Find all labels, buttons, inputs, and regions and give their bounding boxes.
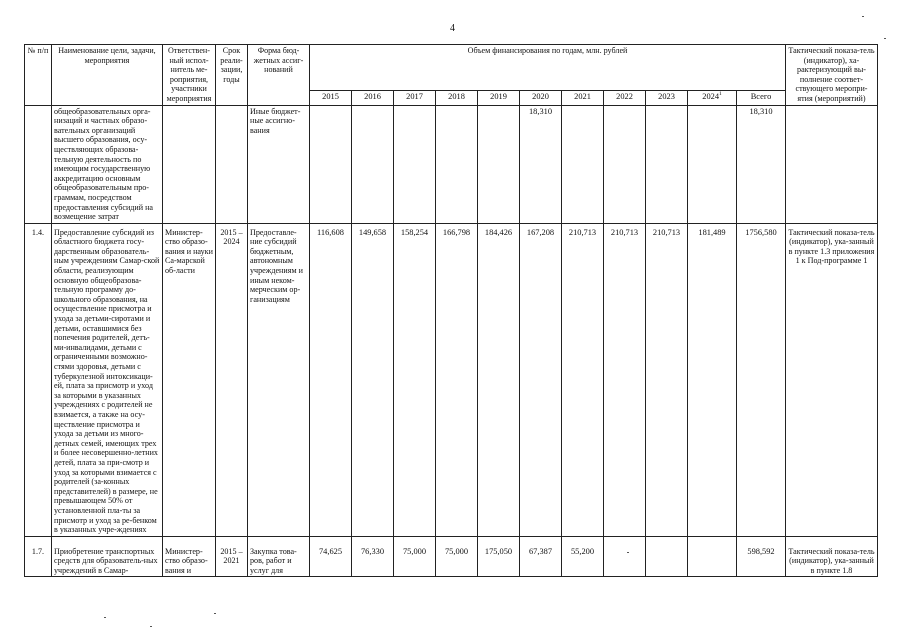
scan-speck xyxy=(150,626,152,627)
footnote-marker: 1 xyxy=(719,90,722,97)
value-2018 xyxy=(436,105,478,223)
value-2020: 67,387 xyxy=(520,536,562,577)
row-name: Приобретение транспортных средств для образователь-ных учреждений в Самар- xyxy=(52,536,163,577)
value-2024: 181,489 xyxy=(688,223,737,536)
header-year-2017: 2017 xyxy=(394,90,436,105)
header-financing: Объем финансирования по годам, млн. рублей xyxy=(310,45,786,91)
row-name: общеобразовательных орга-низаций и частных образо-вательных организаций высшего образования, осу-ществляющих образова-тельную деятельность по имеющим государственную аккредитацию основным общеобразовательным про-граммам, посредством предоставления субсидий на возмещение затрат xyxy=(52,105,163,223)
value-2021: 55,200 xyxy=(562,536,604,577)
row-form: Иные бюджет-ные ассигно-вания xyxy=(248,105,310,223)
table-header xyxy=(25,45,878,106)
row-indicator xyxy=(786,105,878,223)
value-2022 xyxy=(604,536,646,577)
header-indicator: Тактический показа-тель (индикатор), ха-рактеризующий вы-полнение соответ-ствующего меропри-ятия (мероприятий) xyxy=(786,45,878,106)
value-2018: 75,000 xyxy=(436,536,478,577)
row-form: Закупка това-ров, работ и услуг для xyxy=(248,536,310,577)
value-2024 xyxy=(688,536,737,577)
value-2020: 18,310 xyxy=(520,105,562,223)
value-2019 xyxy=(478,105,520,223)
row-period: 2015 – 2024 xyxy=(216,223,248,536)
row-indicator: Тактический показа-тель (индикатор), ука-занный в пункте 1.8 xyxy=(786,536,878,577)
value-2015: 74,625 xyxy=(310,536,352,577)
header-form: Форма бюд-жетных ассиг-нований xyxy=(248,45,310,106)
value-2017 xyxy=(394,105,436,223)
value-2022: 210,713 xyxy=(604,223,646,536)
header-year-2021: 2021 xyxy=(562,90,604,105)
page-number: 4 xyxy=(450,23,455,34)
header-year-2018: 2018 xyxy=(436,90,478,105)
table-row xyxy=(25,223,878,536)
value-2016: 76,330 xyxy=(352,536,394,577)
header-year-2022: 2022 xyxy=(604,90,646,105)
header-year-2024 xyxy=(688,90,737,105)
row-executor: Министер-ство образо-вания и xyxy=(163,536,216,577)
value-2023 xyxy=(646,105,688,223)
value-2015: 116,608 xyxy=(310,223,352,536)
value-2019: 175,050 xyxy=(478,536,520,577)
row-executor: Министер-ство образо-вания и науки Са-марской об-ласти xyxy=(163,223,216,536)
header-total: Всего xyxy=(737,90,786,105)
scan-speck xyxy=(884,38,886,39)
value-total: 1756,580 xyxy=(737,223,786,536)
row-period xyxy=(216,105,248,223)
row-num: 1.4. xyxy=(25,223,52,536)
header-year-2023: 2023 xyxy=(646,90,688,105)
value-2023: 210,713 xyxy=(646,223,688,536)
header-year-2016: 2016 xyxy=(352,90,394,105)
financing-table xyxy=(24,44,878,577)
scan-speck xyxy=(104,617,106,618)
value-2016 xyxy=(352,105,394,223)
value-2018: 166,798 xyxy=(436,223,478,536)
header-name: Наименование цели, задачи, мероприятия xyxy=(52,45,163,106)
value-2017: 158,254 xyxy=(394,223,436,536)
header-num: № п/п xyxy=(25,45,52,106)
value-2015 xyxy=(310,105,352,223)
header-year-2015: 2015 xyxy=(310,90,352,105)
row-period: 2015 – 2021 xyxy=(216,536,248,577)
value-2021: 210,713 xyxy=(562,223,604,536)
row-num: 1.7. xyxy=(25,536,52,577)
table-row xyxy=(25,536,878,577)
value-2017: 75,000 xyxy=(394,536,436,577)
header-year-2019: 2019 xyxy=(478,90,520,105)
value-2016: 149,658 xyxy=(352,223,394,536)
value-2022 xyxy=(604,105,646,223)
header-period: Срок реали-зации, годы xyxy=(216,45,248,106)
value-2020: 167,208 xyxy=(520,223,562,536)
header-executor: Ответствен-ный испол-нитель ме-роприятия, участники мероприятия xyxy=(163,45,216,106)
scan-speck xyxy=(862,16,864,17)
value-total: 598,592 xyxy=(737,536,786,577)
value-2023 xyxy=(646,536,688,577)
table-row xyxy=(25,105,878,223)
scan-speck xyxy=(627,552,629,553)
row-num xyxy=(25,105,52,223)
value-2024 xyxy=(688,105,737,223)
value-2021 xyxy=(562,105,604,223)
value-total: 18,310 xyxy=(737,105,786,223)
row-name: Предоставление субсидий из областного бюджета госу-дарственным образователь-ным учреждениям Самар-ской области, реализующим основную общеобразова-тельную программу до-школьного образования, на осуществление присмотра и ухода за детьми-сиротами и детьми, оставшимися без попечения родителей, детъ-ми-инвалидами, детьми с ограниченными возможно-стями здоровья, детьми с туберкулезной интоксикаци-ей, плата за присмотр и уход за которыми в указанных учреждениях с родителей не взимается, а также на осу-ществление присмотра и ухода за детьми из много-детных семей, имеющих трех и более несовершенно-летних детей, плата за при-смотр и уход за которыми взимается с родителей (за-конных представителей) в размере, не превышающем 50% от установленной пла-ты за присмотр и уход за ре-бенком в указанных учре-ждениях xyxy=(52,223,163,536)
value-2019: 184,426 xyxy=(478,223,520,536)
header-year-2024-label: 2024 xyxy=(702,91,719,101)
row-executor xyxy=(163,105,216,223)
header-year-2020: 2020 xyxy=(520,90,562,105)
row-indicator: Тактический показа-тель (индикатор), ука-занный в пункте 1.3 приложения 1 к Под-программе 1 xyxy=(786,223,878,536)
scan-speck xyxy=(214,613,216,614)
row-form: Предоставле-ние субсидий бюджетным, автономным учреждениям и иным неком-мерческим ор-ганизациям xyxy=(248,223,310,536)
